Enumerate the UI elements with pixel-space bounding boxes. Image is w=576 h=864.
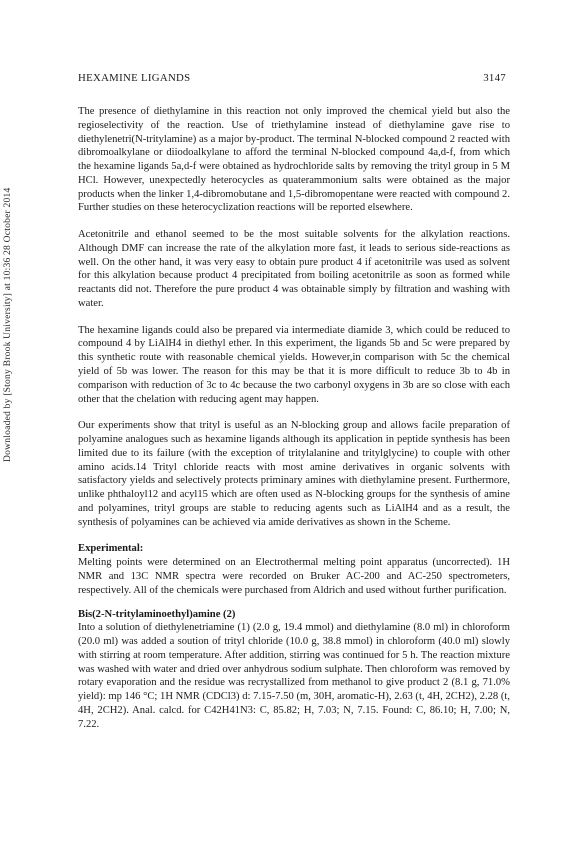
paragraph: The presence of diethylamine in this reaction not only improved the chemical yield but also the regioselectivity of the reaction. Use of triethylamine instead of diethylamine gave rise to diethylenetri(N-tritylamine) as a major by-product. The terminal N-blocked compound 2 reacted with dibromoalkylane or diiodoalkylane to afford the terminal N-blocked compound 4a,d-f, from which the hexamine ligands 5a,d-f were obtained as hydrochloride salts by removing the trityl group in 5 M HCl. However, unexpectedly heterocycles as quaterammonium salts were obtained as the major products when the linker 1,4-dibromobutane and 1,5-dibromopentane were reacted with compound 2. Further studies on these heterocyclization reactions will be reported elsewhere. xyxy=(78,106,510,214)
compound-heading: Bis(2-N-tritylaminoethyl)amine (2) xyxy=(78,608,236,620)
page-number: 3147 xyxy=(483,72,506,84)
running-header xyxy=(78,72,506,84)
section-heading-experimental: Experimental: xyxy=(78,543,144,555)
compound-paragraph: Into a solution of diethylenetriamine (1) (2.0 g, 19.4 mmol) and diethylamine (8.0 ml) in chloroform (20.0 ml) was added a soution of trityl chloride (10.0 g, 38.8 mmol) in chloroform (40.0 ml) slowly with stirring at room temperature. After addition, stirring was continued for 5 h. The reaction mixture was washed with water and dried over anhydrous sodium sulphate. Then chloroform was removed by rotary evaporation and the residue was recrystallized from methanol to give product 2 (8.1 g, 71.0% yield): mp 146 °C; 1H NMR (CDCl3) d: 7.15-7.50 (m, 30H, aromatic-H), 2.63 (t, 4H, 2CH2), 2.28 (t, 4H, 2CH2). Anal. calcd. for C42H41N3: C, 85.82; H, 7.03; N, 7.15. Found: C, 86.10; H, 7.00; N, 7.22. xyxy=(78,622,510,730)
article-body xyxy=(78,105,510,744)
paragraph: The hexamine ligands could also be prepared via intermediate diamide 3, which could be reduced to compound 4 by LiAlH4 in diethyl ether. In this experiment, the ligands 5b and 5c were prepared by this synthetic route with reasonable chemical yields. However,in comparison with 5c the chemical yield of 5b was lower. The reason for this may be that it is more difficult to reduce 3b to 4b in comparison with reduction of 3c to 4c because the two carbonyl oxygens in 3b are so close with each other that the chelation with reducing agent may happen. xyxy=(78,324,510,405)
experimental-paragraph: Melting points were determined on an Electrothermal melting point apparatus (uncorrected). 1H NMR and 13C NMR spectra were recorded on Bruker AC-200 and AC-250 spectrometers, respectively. All of the chemicals were purchased from Aldrich and used without further purification. xyxy=(78,557,510,596)
paragraph: Acetonitrile and ethanol seemed to be the most suitable solvents for the alkylation reactions. Although DMF can increase the rate of the alkylation more fast, it leads to serious side-reactions as well. On the other hand, it was very easy to obtain pure product 4 if acetonitrile was used as solvent for this alkylation because product 4 precipitated from boiling acetonitrile as soon as formed while reactants did not. Therefore the pure product 4 was obtainable simply by filtration and washing with water. xyxy=(78,229,510,309)
download-watermark-text: Downloaded by [Stony Brook University] at 10:36 28 October 2014 xyxy=(2,187,13,462)
running-title: HEXAMINE LIGANDS xyxy=(78,72,191,84)
paragraph: Our experiments show that trityl is useful as an N-blocking group and allows facile preparation of polyamine analogues such as hexamine ligands although its application in peptide synthesis has been limited due to its failure (with the exception of tritylalanine and tritylglycine) to couple with other amino acids.14 Trityl chloride reacts with most amine derivatives in organic solvents with satisfactory yields and selectively protects priminary amines with diethylamine present. Furthermore, unlike phthaloyl12 and acyl15 which are often used as N-blocking groups for the synthesis of amine and polyamines, trityl groups are stable to reducing agents such as LiAlH4 and as a result, the synthesis of polyamines can be achieved via amide derivatives as shown in the Scheme. xyxy=(78,420,510,528)
